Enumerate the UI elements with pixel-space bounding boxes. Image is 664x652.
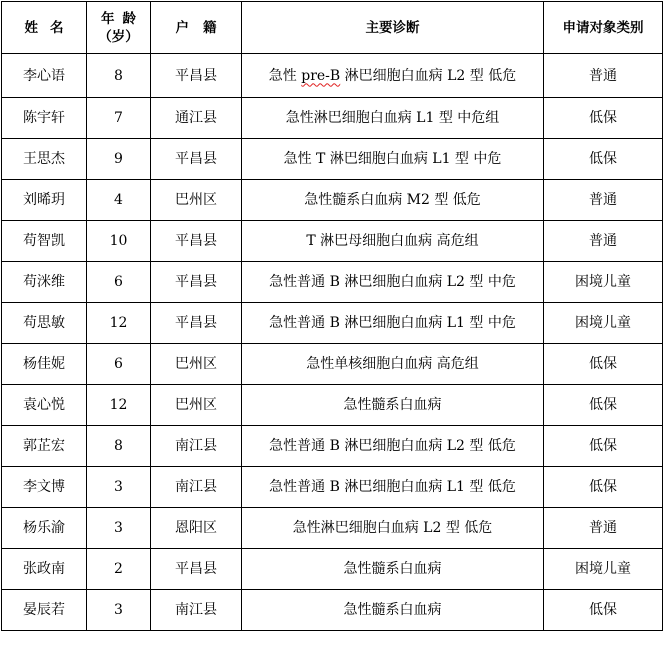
cell-category: 低保 — [544, 344, 663, 385]
cell-age: 10 — [87, 221, 151, 262]
cell-hukou: 恩阳区 — [151, 508, 242, 549]
cell-name: 杨佳妮 — [2, 344, 87, 385]
cell-category: 低保 — [544, 426, 663, 467]
cell-category: 低保 — [544, 467, 663, 508]
cell-age: 8 — [87, 426, 151, 467]
cell-age: 3 — [87, 467, 151, 508]
cell-diagnosis — [242, 139, 544, 180]
table-row — [2, 98, 663, 139]
cell-category: 低保 — [544, 590, 663, 631]
cell-age: 6 — [87, 262, 151, 303]
cell-diagnosis — [242, 467, 544, 508]
diagnosis-text: T 淋巴母细胞白血病 高危组 — [306, 233, 479, 249]
cell-category: 普通 — [544, 508, 663, 549]
cell-hukou: 巴州区 — [151, 180, 242, 221]
cell-diagnosis — [242, 303, 544, 344]
cell-diagnosis — [242, 54, 544, 98]
cell-diagnosis — [242, 549, 544, 590]
table-row — [2, 385, 663, 426]
cell-name: 杨乐渝 — [2, 508, 87, 549]
cell-category: 低保 — [544, 385, 663, 426]
cell-name: 袁心悦 — [2, 385, 87, 426]
cell-name: 刘晞玥 — [2, 180, 87, 221]
diagnosis-text: 急性髓系白血病 — [343, 561, 442, 577]
cell-category: 低保 — [544, 139, 663, 180]
cell-diagnosis — [242, 221, 544, 262]
cell-diagnosis — [242, 344, 544, 385]
cell-name: 苟智凯 — [2, 221, 87, 262]
cell-category: 困境儿童 — [544, 549, 663, 590]
table-row — [2, 54, 663, 98]
cell-name: 苟思敏 — [2, 303, 87, 344]
cell-diagnosis — [242, 262, 544, 303]
cell-name: 郭芷宏 — [2, 426, 87, 467]
table-row — [2, 467, 663, 508]
cell-hukou: 南江县 — [151, 590, 242, 631]
diagnosis-text: 急性髓系白血病 M2 型 低危 — [304, 192, 481, 208]
cell-name: 陈宇轩 — [2, 98, 87, 139]
diagnosis-text-rest: 淋巴细胞白血病 L2 型 低危 — [340, 67, 517, 84]
table-body — [2, 54, 663, 631]
cell-hukou: 南江县 — [151, 426, 242, 467]
diagnosis-text: 急性淋巴细胞白血病 L2 型 低危 — [292, 520, 493, 536]
table-row — [2, 549, 663, 590]
cell-diagnosis — [242, 590, 544, 631]
cell-name: 李心语 — [2, 54, 87, 98]
cell-age: 8 — [87, 54, 151, 98]
header-category: 申请对象类别 — [544, 2, 663, 54]
table-row — [2, 303, 663, 344]
diagnosis-text: 急性单核细胞白血病 高危组 — [306, 356, 479, 372]
cell-name: 晏辰若 — [2, 590, 87, 631]
header-age-line2: （岁） — [98, 28, 139, 45]
cell-category: 困境儿童 — [544, 262, 663, 303]
cell-diagnosis — [242, 385, 544, 426]
cell-hukou: 平昌县 — [151, 139, 242, 180]
cell-name: 王思杰 — [2, 139, 87, 180]
table-row — [2, 139, 663, 180]
spellcheck-marked-text: pre-B — [301, 67, 341, 84]
table-row — [2, 262, 663, 303]
cell-hukou: 平昌县 — [151, 303, 242, 344]
diagnosis-text: 急性淋巴细胞白血病 L1 型 中危组 — [285, 110, 500, 126]
header-name: 姓名 — [2, 2, 87, 54]
diagnosis-text: 急性普通 B 淋巴细胞白血病 L1 型 低危 — [269, 479, 516, 495]
cell-hukou: 巴州区 — [151, 385, 242, 426]
cell-diagnosis — [242, 98, 544, 139]
cell-name: 苟洣维 — [2, 262, 87, 303]
cell-category: 普通 — [544, 221, 663, 262]
cell-category: 普通 — [544, 54, 663, 98]
diagnosis-text: 急性髓系白血病 — [343, 397, 442, 413]
cell-hukou: 巴州区 — [151, 344, 242, 385]
cell-name: 李文博 — [2, 467, 87, 508]
cell-age: 3 — [87, 590, 151, 631]
cell-diagnosis — [242, 426, 544, 467]
cell-hukou: 平昌县 — [151, 54, 242, 98]
header-hukou: 户籍 — [151, 2, 242, 54]
diagnosis-text: 急性 — [268, 67, 302, 84]
cell-age: 9 — [87, 139, 151, 180]
cell-diagnosis — [242, 180, 544, 221]
cell-hukou: 平昌县 — [151, 549, 242, 590]
diagnosis-text: 急性普通 B 淋巴细胞白血病 L2 型 中危 — [269, 274, 516, 290]
diagnosis-text: 急性 T 淋巴细胞白血病 L1 型 中危 — [283, 151, 502, 167]
cell-hukou: 南江县 — [151, 467, 242, 508]
table-row — [2, 590, 663, 631]
cell-age: 12 — [87, 385, 151, 426]
table-row — [2, 221, 663, 262]
cell-age: 4 — [87, 180, 151, 221]
cell-category: 困境儿童 — [544, 303, 663, 344]
table-row — [2, 344, 663, 385]
cell-age: 2 — [87, 549, 151, 590]
cell-hukou: 平昌县 — [151, 262, 242, 303]
diagnosis-text: 急性髓系白血病 — [343, 602, 442, 618]
cell-category: 普通 — [544, 180, 663, 221]
cell-age: 7 — [87, 98, 151, 139]
header-row — [2, 2, 663, 54]
header-age — [87, 2, 151, 54]
cell-hukou: 平昌县 — [151, 221, 242, 262]
table-row — [2, 180, 663, 221]
header-diagnosis: 主要诊断 — [242, 2, 544, 54]
table-row — [2, 426, 663, 467]
diagnosis-text: 急性普通 B 淋巴细胞白血病 L2 型 低危 — [269, 438, 516, 454]
header-age-line1: 年龄 — [101, 10, 144, 27]
cell-diagnosis — [242, 508, 544, 549]
cell-name: 张政南 — [2, 549, 87, 590]
diagnosis-text: 急性普通 B 淋巴细胞白血病 L1 型 中危 — [269, 315, 516, 331]
patient-table — [1, 1, 663, 631]
cell-age: 12 — [87, 303, 151, 344]
cell-category: 低保 — [544, 98, 663, 139]
table-row — [2, 508, 663, 549]
cell-hukou: 通江县 — [151, 98, 242, 139]
cell-age: 6 — [87, 344, 151, 385]
cell-age: 3 — [87, 508, 151, 549]
